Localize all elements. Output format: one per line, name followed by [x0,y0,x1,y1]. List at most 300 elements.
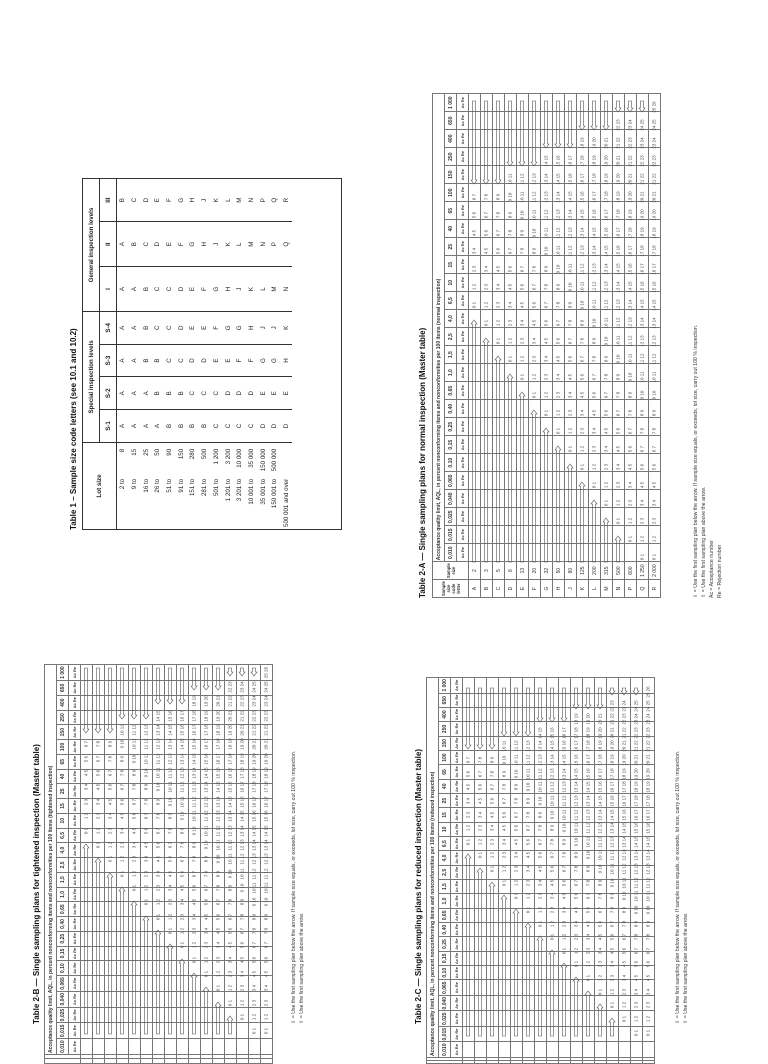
ac-re-pair: 1 2 [227,984,233,992]
code-letter-cell: B [164,410,176,443]
sample-size-cell: 200 [589,562,601,580]
ac-re-pair: 1 2 [501,865,507,873]
code-letter-cell: R [649,580,661,598]
code-letter-cell: C [129,179,141,222]
ac-re-pair: 20 21 [633,754,639,766]
use-plan-above-arrow [95,668,101,733]
ac-re-pair: 1 2 [513,879,519,887]
ac-re-pair: 16 17 [615,227,621,239]
ac-re-pair: 15 16 [215,767,221,779]
ac-re-pair: 17 18 [597,754,603,766]
ac-re-pair: 12 13 [191,781,197,793]
aql-value-header: 40 [57,769,69,784]
ac-re-pair: 0 1 [239,1013,245,1021]
code-letter-cell: K [222,222,234,267]
ac-re-pair: 4 5 [83,769,89,777]
ac-re-pair: 21 22 [263,724,269,736]
ac-re-header: Ac Re [457,184,469,202]
ac-re-pair: 2 3 [465,811,471,819]
ac-re-pair: 3 4 [597,947,603,955]
code-letter-cell: P [269,222,281,267]
ac-re-pair: 6 7 [203,884,209,892]
sample-size-cell: 8 [505,562,517,580]
ac-re-header: Ac Re [451,736,463,750]
ac-re-pair: 10 11 [531,209,537,221]
ac-re-pair: 18 19 [215,724,221,736]
ac-re-pair: 5 6 [531,301,537,309]
ac-re-pair: 13 14 [591,245,597,257]
ac-re-header: Ac Re [451,851,463,865]
ac-re-pair: 7 8 [597,892,603,900]
ac-re-pair: 11 12 [633,877,639,889]
ac-re-pair: 20 21 [239,724,245,736]
ac-re-pair: 11 12 [531,191,537,203]
ac-re-pair: 10 11 [119,724,125,736]
ac-re-header: Ac Re [457,112,469,130]
code-letter-cell: G [187,222,199,267]
ac-re-pair: 0 1 [537,920,543,928]
code-letter-cell: C [199,377,211,410]
ac-re-pair: 22 23 [633,727,639,739]
ac-re-pair: 17 18 [251,781,257,793]
ac-re-pair: 5 6 [543,319,549,327]
aql-value-header: 150 [57,725,69,740]
table2a-panel [418,78,760,598]
ac-re-pair: 3 4 [531,337,537,345]
ac-re-pair: 3 4 [615,463,621,471]
use-plan-above-arrow [627,101,633,112]
ac-re-pair: 11 12 [639,353,645,365]
table-row [246,179,258,529]
ac-re-pair: 5 6 [191,884,197,892]
ac-re-pair: 25 26 [651,101,657,113]
ac-re-pair: 4 5 [549,879,555,887]
aql-value-header: 4,0 [445,310,457,328]
aql-value-header: 0,10 [57,961,69,976]
ac-re-pair: 3 4 [555,373,561,381]
ac-re-pair: 12 13 [239,839,245,851]
code-letter-cell: P [625,580,637,598]
ac-re-header: Ac Re [69,769,81,784]
aql-value-header: 150 [439,736,451,750]
ac-re-pair: 10 11 [549,795,555,807]
ac-re-pair: 7 8 [525,811,531,819]
ac-re-pair: 7 8 [507,229,513,237]
ac-re-header: Ac Re [457,382,469,400]
code-letter-cell: L [589,580,601,598]
ac-re-header: Ac Re [457,256,469,274]
ac-re-pair: 2 3 [579,427,585,435]
ac-re-pair: 8 9 [203,855,209,863]
ac-re-pair: 2 3 [167,898,173,906]
ac-re-pair: 0 1 [95,841,101,849]
ac-re-pair: 18 19 [621,768,627,780]
ac-re-pair: 5 6 [633,960,639,968]
ac-re-pair: 10 11 [555,245,561,257]
ac-re-header: Ac Re [457,130,469,148]
ac-re-pair: 7 8 [555,301,561,309]
ac-re-pair: 1 2 [555,409,561,417]
code-letter-cell: E [164,222,176,267]
ac-re-pair: 1 2 [531,373,537,381]
ac-re-pair: 10 11 [561,809,567,821]
use-plan-below-arrow [477,868,483,1036]
code-letter-cell: F [211,311,223,344]
code-letter-cell: A [117,222,129,267]
ac-re-pair: 15 16 [597,781,603,793]
ac-re-pair: 8 9 [651,409,657,417]
ac-re-pair: 12 13 [567,227,573,239]
ac-re-pair: 18 19 [203,710,209,722]
ac-re-pair: 9 10 [131,754,137,764]
ac-re-pair: 4 5 [621,960,627,968]
ac-re-pair: 10 11 [603,317,609,329]
ac-re-pair: 11 12 [263,868,269,880]
ac-re-pair: 10 11 [263,882,269,894]
lot-from: 281 to [201,478,209,497]
code-letter-cell: K [246,267,258,312]
ac-re-pair: 9 10 [155,782,161,792]
ac-re-pair: 11 12 [621,863,627,875]
ac-re-header: Ac Re [451,750,463,764]
ac-re-pair: 12 13 [561,781,567,793]
ac-re-pair: 13 14 [603,263,609,275]
ac-re-pair: 12 13 [573,795,579,807]
ac-re-header: Ac Re [451,1042,463,1058]
ac-re-pair: 2 3 [143,870,149,878]
ac-re-pair: 25 26 [645,686,651,698]
ac-re-pair: 9 10 [651,390,657,400]
ac-re-pair: 22 23 [251,710,257,722]
ac-re-pair: 9 10 [579,300,585,310]
ac-re-pair: 22 23 [651,155,657,167]
ac-re-pair: 6 7 [615,409,621,417]
lot-to: 8 [119,448,127,453]
ac-re-pair: 9 10 [567,282,573,292]
ac-re-pair: 8 9 [639,409,645,417]
use-plan-above-arrow [83,668,89,733]
code-letter-cell: F [234,344,246,377]
ac-re-pair: 14 15 [645,836,651,848]
note-line: ⇩ = Use the first sampling plan below the arrow. If sample size equals, or exceeds, lot size, carry out 100 % inspection. [675,750,681,1024]
aql-value-header: 100 [57,740,69,755]
ac-re-pair: 2 3 [263,999,269,1007]
use-plan-below-arrow [591,500,597,562]
ac-re-pair: 12 13 [633,863,639,875]
ac-re-pair: 4 5 [495,265,501,273]
ac-re-pair: 11 12 [525,754,531,766]
ac-re-pair: 2 3 [83,798,89,806]
ac-re-pair: 21 22 [645,740,651,752]
ac-re-pair: 11 12 [215,825,221,837]
ac-re-pair: 0 1 [179,941,185,949]
ac-re-pair: 14 15 [543,155,549,167]
ac-re-pair: 11 12 [519,173,525,185]
aql-value-header: 1 000 [439,678,451,694]
ac-re-pair: 0 1 [543,409,549,417]
ac-re-pair: 5 6 [251,956,257,964]
ac-re-pair: 1 2 [203,956,209,964]
aql-value-header: 0,10 [439,966,451,980]
code-letter-cell: F [529,580,541,598]
ac-re-pair: 5 6 [203,898,209,906]
lot-size-cell [234,442,246,529]
ac-re-pair: 7 8 [543,283,549,291]
ac-re-pair: 15 16 [621,809,627,821]
ac-re-pair: 9 10 [251,897,257,907]
table-row [257,179,269,529]
ac-re-pair: 2 3 [585,947,591,955]
ac-re-pair: 8 9 [119,755,125,763]
code-letter-cell: A [117,344,129,377]
ac-re-pair: 2 3 [597,960,603,968]
ac-re-header: Ac Re [451,808,463,822]
ac-re-pair: 21 22 [639,173,645,185]
table-row [140,179,152,529]
ac-re-pair: 12 13 [579,245,585,257]
sample-size-cell: 2 000 [649,562,661,580]
ac-re-pair: 20 21 [621,740,627,752]
aql-value-header: 0,25 [445,418,457,436]
ac-re-pair: 16 17 [203,738,209,750]
ac-re-pair: 1 2 [483,301,489,309]
ac-re-pair: 3 4 [263,984,269,992]
ac-re-pair: 4 5 [471,229,477,237]
ac-re-pair: 4 5 [591,409,597,417]
ac-re-pair: 6 7 [155,827,161,835]
ac-re-pair: 11 12 [227,839,233,851]
ac-re-pair: 5 6 [489,797,495,805]
ac-re-header: Ac Re [451,765,463,779]
ac-re-pair: 0 1 [501,879,507,887]
table-row [234,179,246,529]
ac-re-pair: 7 8 [131,783,137,791]
ac-re-pair: 6 7 [191,870,197,878]
ac-re-pair: 19 20 [227,724,233,736]
code-letter-cell: D [505,580,517,598]
ac-re-pair: 4 5 [531,319,537,327]
ac-re-pair: 5 6 [525,838,531,846]
ac-re-pair: 3 4 [119,827,125,835]
code-letter-cell: C [164,344,176,377]
table-row [269,179,281,529]
code-letter-cell: E [152,179,164,222]
ac-re-pair: 8 9 [543,265,549,273]
lot-size-cell [211,442,223,529]
table-row [187,179,199,529]
ac-re-pair: 5 6 [579,373,585,381]
ac-re-pair: 8 9 [519,229,525,237]
ac-re-pair: 19 20 [621,754,627,766]
ac-re-pair: 7 8 [119,769,125,777]
code-letter-cell: D [222,377,234,410]
lot-size-cell [269,442,281,529]
aql-value-header: 0,15 [445,436,457,454]
ac-re-pair: 11 12 [591,281,597,293]
ac-re-pair: 2 3 [501,851,507,859]
ac-re-pair: 6 7 [579,355,585,363]
ac-re-pair: 5 6 [131,812,137,820]
ac-re-pair: 1 2 [573,947,579,955]
ac-re-pair: 3 4 [203,927,209,935]
ac-re-pair: 10 11 [573,822,579,834]
use-plan-above-arrow [507,101,513,166]
code-letter-cell: N [246,179,258,222]
ac-re-pair: 19 20 [215,710,221,722]
ac-re-header: Ac Re [451,779,463,793]
ac-re-header: Ac Re [457,328,469,346]
ac-re-pair: 15 16 [591,209,597,221]
ac-re-pair: 8 9 [507,211,513,219]
ac-re-pair: 14 15 [639,299,645,311]
ac-re-pair: 9 10 [263,897,269,907]
table2b-panel [30,664,330,1054]
use-plan-below-arrow [483,338,489,562]
lot-to: 10 000 [236,448,244,468]
ac-re-pair: 0 1 [621,1015,627,1023]
ac-re-pair: 9 10 [627,372,633,382]
ac-re-pair: 4 5 [645,974,651,982]
ac-re-pair: 16 17 [645,809,651,821]
sample-size-cell: 800 [625,562,637,580]
ac-re-pair: 0 1 [131,884,137,892]
ac-re-pair: 8 9 [263,913,269,921]
ac-re-pair: 17 18 [585,740,591,752]
ac-re-header: Ac Re [451,908,463,922]
aql-value-header: 15 [57,799,69,814]
aql-value-header: 0,010 [445,544,457,562]
ac-re-pair: 2 3 [495,301,501,309]
ac-re-pair: 7 8 [579,337,585,345]
ac-re-pair: 7 8 [531,265,537,273]
lot-from: 16 to [142,478,150,493]
ac-re-pair: 7 8 [651,427,657,435]
code-letter-cell: E [222,344,234,377]
ac-re-pair: 16 17 [191,724,197,736]
code-letter-cell: B [129,222,141,267]
ac-re-pair: 2 3 [633,1001,639,1009]
ac-re-pair: 11 12 [651,353,657,365]
ac-re-pair: 1 2 [465,824,471,832]
ac-re-pair: 12 13 [615,299,621,311]
table-row [117,179,129,529]
ac-re-pair: 12 13 [651,335,657,347]
ac-re-pair: 14 15 [633,836,639,848]
ac-re-pair: 22 23 [227,681,233,693]
ac-re-pair: 2 3 [119,841,125,849]
ac-re-pair: 6 7 [107,769,113,777]
ac-re-pair: 7 8 [143,798,149,806]
code-letter-cell: E [211,344,223,377]
ac-re-pair: 15 16 [651,281,657,293]
ac-re-pair: 7 8 [95,740,101,748]
ac-re-pair: 17 18 [627,227,633,239]
ac-re-pair: 1 2 [215,970,221,978]
ac-re-pair: 4 5 [633,974,639,982]
ac-re-pair: 24 25 [251,681,257,693]
ac-re-pair: 2 3 [531,355,537,363]
ac-re-pair: 11 12 [167,767,173,779]
use-plan-below-arrow [495,356,501,562]
code-letter-cell: H [553,580,565,598]
ac-re-pair: 1 2 [167,913,173,921]
code-letter-cell: C [493,580,505,598]
ac-re-pair: 17 18 [203,724,209,736]
ac-re-pair: 13 14 [179,753,185,765]
ac-re-pair: 8 9 [531,247,537,255]
lot-to: 90 [166,448,174,456]
ac-re-pair: 9 10 [549,810,555,820]
ac-re-pair: 6 7 [633,947,639,955]
ac-re-pair: 11 12 [513,740,519,752]
ac-re-pair: 23 24 [263,695,269,707]
ac-re-pair: 12 13 [251,853,257,865]
ac-re-pair: 2 3 [621,988,627,996]
ac-re-pair: 5 6 [179,870,185,878]
ac-re-pair: 13 14 [155,724,161,736]
ac-re-pair: 4 5 [639,481,645,489]
ac-re-pair: 17 18 [609,768,615,780]
ac-re-pair: 20 21 [227,710,233,722]
ac-re-pair: 7 8 [633,933,639,941]
sample-size-cell: 2 [469,562,481,580]
code-letter-cell: A [152,410,164,443]
ac-re-pair: 8 9 [179,827,185,835]
ac-re-pair: 11 12 [627,335,633,347]
ac-re-pair: 4 5 [519,301,525,309]
ac-re-pair: 7 8 [639,427,645,435]
ac-re-pair: 17 18 [621,781,627,793]
use-plan-below-arrow [555,446,561,562]
ac-re-pair: 7 8 [483,193,489,201]
ac-re-pair: 5 6 [603,409,609,417]
ac-re-pair: 2 3 [227,970,233,978]
ac-re-pair: 15 16 [633,822,639,834]
use-plan-below-arrow [615,536,621,562]
ac-re-pair: 16 17 [633,809,639,821]
code-letter-cell: K [211,179,223,222]
use-plan-below-arrow [131,901,137,1034]
ac-re-pair: 12 13 [203,796,209,808]
ac-re-pair: 19 20 [203,695,209,707]
ac-re-pair: 9 10 [543,246,549,256]
use-plan-below-arrow [179,959,185,1034]
ac-re-pair: 2 3 [215,956,221,964]
code-letter-cell: C [234,410,246,443]
aql-value-header: 0,025 [439,1011,451,1027]
ac-re-pair: 3 4 [519,319,525,327]
ac-re-pair: 10 11 [215,839,221,851]
use-plan-below-arrow [119,887,125,1034]
ac-re-pair: 18 19 [603,173,609,185]
use-plan-above-arrow [239,668,245,676]
ac-re-pair: 7 8 [263,927,269,935]
ac-re-pair: 0 1 [525,906,531,914]
lot-to: 15 [131,448,139,456]
ac-re-pair: 9 10 [561,823,567,833]
ac-re-pair: 13 14 [537,740,543,752]
code-letter-cell: A [117,267,129,312]
ac-re-pair: 9 10 [633,905,639,915]
ac-re-pair: 14 15 [585,781,591,793]
ac-re-pair: 14 15 [603,245,609,257]
ac-re-pair: 12 13 [591,263,597,275]
ac-re-pair: 1 2 [651,535,657,543]
ac-re-pair: 2 3 [627,499,633,507]
ac-re-pair: 2 3 [179,913,185,921]
lot-to: 500 [201,448,209,460]
ac-re-pair: 12 13 [531,173,537,185]
